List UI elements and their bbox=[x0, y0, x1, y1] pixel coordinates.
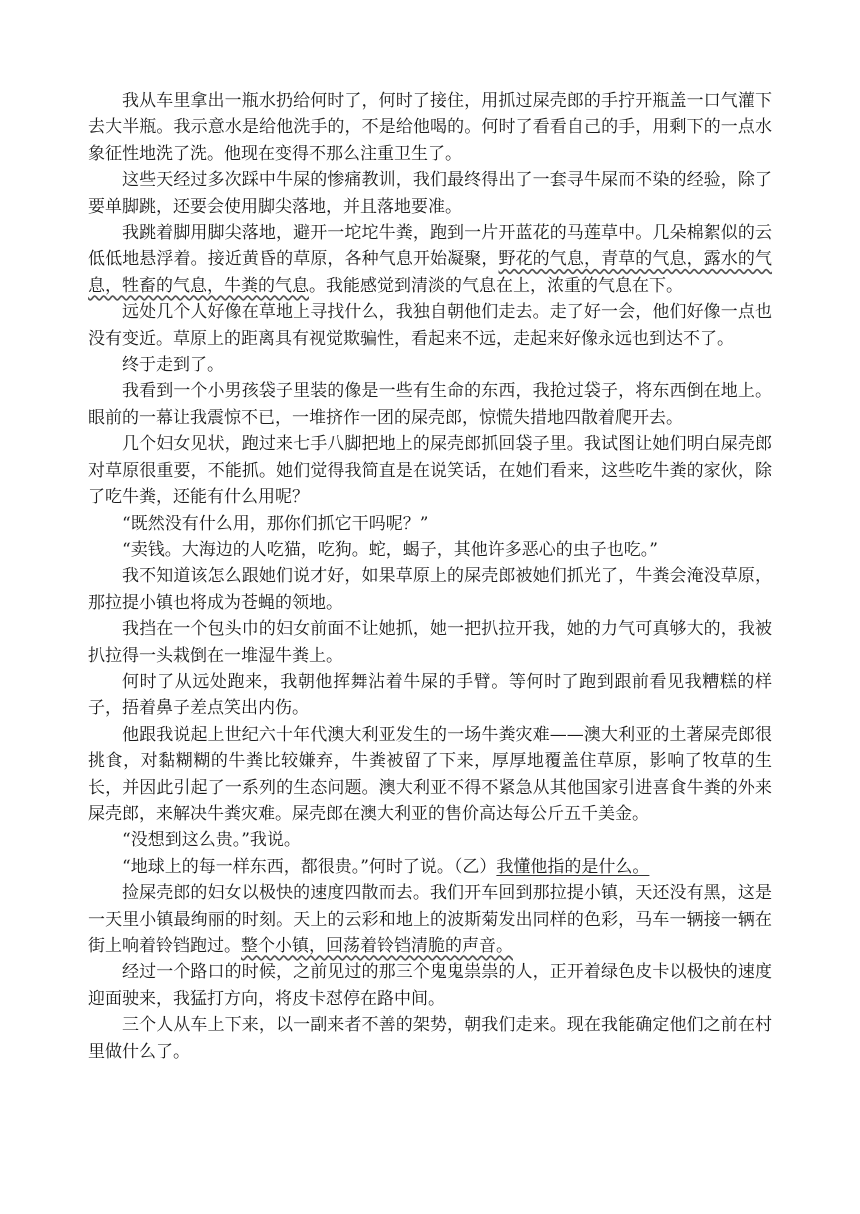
text-segment: 我不知道该怎么跟她们说才好，如果草原上的屎壳郎被她们抓光了，牛粪会淹没草原，那拉提小镇也将成为苍蝇的领地。 bbox=[88, 566, 772, 613]
text-segment: 他跟我说起上世纪六十年代澳大利亚发生的一场牛粪灾难——澳大利亚的土著屎壳郎很挑食，对黏糊糊的牛粪比较嫌弃，牛粪被留了下来，厚厚地覆盖住草原，影响了牧草的生长，并因此引起了一系列的生态问题。澳大利亚不得不紧急从其他国家引进喜食牛粪的外来屎壳郎，来解决牛粪灾难。屎壳郎在澳大利亚的售价高达每公斤五千美金。 bbox=[88, 724, 772, 824]
text-segment: 何时了从远处跑来，我朝他挥舞沾着牛屎的手臂。等何时了跑到跟前看见我糟糕的样子，捂着鼻子差点笑出内伤。 bbox=[88, 671, 772, 719]
text-segment: 经过一个路口的时候，之前见过的那三个鬼鬼祟祟的人，正开着绿色皮卡以极快的速度迎面驶来，我猛打方向，将皮卡怼停在路中间。 bbox=[88, 962, 772, 1009]
underlined-text: 我懂他指的是什么。 bbox=[496, 856, 650, 877]
paragraph bbox=[88, 352, 772, 378]
paragraph bbox=[88, 722, 772, 828]
paragraph bbox=[88, 88, 772, 167]
paragraph bbox=[88, 167, 772, 220]
paragraph bbox=[88, 880, 772, 959]
paragraph bbox=[88, 959, 772, 1012]
paragraph bbox=[88, 616, 772, 669]
text-segment: “卖钱。大海边的人吃猫，吃狗。蛇，蝎子，其他许多恶心的虫子也吃。” bbox=[122, 539, 658, 560]
paragraph bbox=[88, 669, 772, 722]
text-segment: 。我能感觉到清淡的气息在上，浓重的气息在下。 bbox=[309, 275, 683, 296]
wavy-underlined-text: 野花的气息，青草的气息，露水的气息，牲畜的气息，牛粪的气息 bbox=[88, 249, 773, 296]
paragraph bbox=[88, 854, 772, 880]
paragraph bbox=[88, 827, 772, 853]
text-segment: “地球上的每一样东西，都很贵。”何时了说。（乙） bbox=[122, 856, 497, 877]
text-segment: 这些天经过多次踩中牛屎的惨痛教训，我们最终得出了一套寻牛屎而不染的经验，除了要单脚跳，还要会使用脚尖落地，并且落地要准。 bbox=[88, 170, 772, 217]
text-segment: 远处几个人好像在草地上寻找什么，我独自朝他们走去。走了好一会，他们好像一点也没有变近。草原上的距离具有视觉欺骗性，看起来不远，走起来好像永远也到达不了。 bbox=[88, 302, 772, 349]
text-segment: “没想到这么贵。”我说。 bbox=[122, 830, 301, 851]
text-segment: 我跳着脚用脚尖落地，避开一坨坨牛粪，跑到一片开蓝花的马莲草中。几朵棉絮似的云低低地悬浮着。接近黄昏的草原，各种气息开始凝聚， bbox=[88, 223, 772, 270]
text-segment: 我挡在一个包头巾的妇女前面不让她抓，她一把扒拉开我，她的力气可真够大的，我被扒拉得一头栽倒在一堆湿牛粪上。 bbox=[88, 619, 772, 666]
paragraph bbox=[88, 537, 772, 563]
text-segment: 我从车里拿出一瓶水扔给何时了，何时了接住，用抓过屎壳郎的手拧开瓶盖一口气灌下去大半瓶。我示意水是给他洗手的，不是给他喝的。何时了看看自己的手，用剩下的一点水象征性地洗了洗。他现在变得不那么注重卫生了。 bbox=[88, 91, 772, 164]
text-segment: 终于走到了。 bbox=[122, 355, 224, 376]
paragraph bbox=[88, 378, 772, 431]
paragraph bbox=[88, 220, 772, 299]
paragraph bbox=[88, 563, 772, 616]
text-segment: 三个人从车上下来，以一副来者不善的架势，朝我们走来。现在我能确定他们之前在村里做什么了。 bbox=[88, 1015, 772, 1062]
text-segment: 捡屎壳郎的妇女以极快的速度四散而去。我们开车回到那拉提小镇，天还没有黑，这是一天里小镇最绚丽的时刻。天上的云彩和地上的波斯菊发出同样的色彩，马车一辆接一辆在街上响着铃铛跑过。 bbox=[88, 883, 772, 956]
wavy-underlined-text: 整个小镇，回荡着铃铛清脆的声音。 bbox=[241, 936, 513, 956]
text-segment: 几个妇女见状，跑过来七手八脚把地上的屎壳郎抓回袋子里。我试图让她们明白屎壳郎对草原很重要，不能抓。她们觉得我简直是在说笑话，在她们看来，这些吃牛粪的家伙，除了吃牛粪，还能有什么用呢？ bbox=[88, 434, 772, 508]
text-segment: “既然没有什么用，那你们抓它干吗呢？” bbox=[122, 513, 429, 534]
paragraph bbox=[88, 1012, 772, 1065]
paragraph bbox=[88, 511, 772, 537]
paragraph bbox=[88, 299, 772, 352]
paragraph bbox=[88, 431, 772, 510]
text-segment: 我看到一个小男孩袋子里装的像是一些有生命的东西，我抢过袋子，将东西倒在地上。眼前的一幕让我震惊不已，一堆挤作一团的屎壳郎，惊慌失措地四散着爬开去。 bbox=[88, 381, 772, 428]
